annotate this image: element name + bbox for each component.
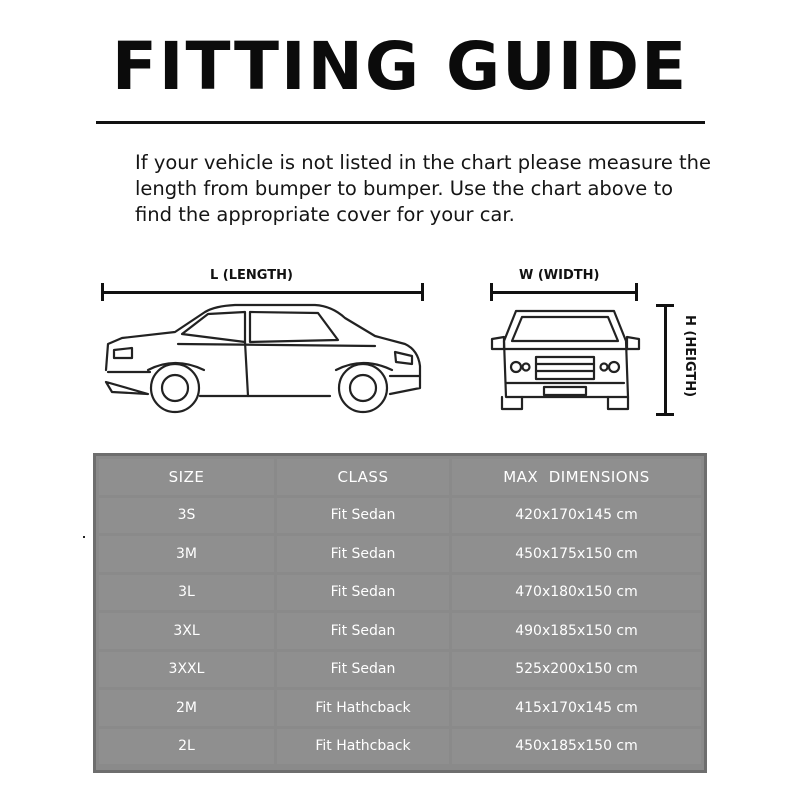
- table-row: [99, 498, 701, 534]
- cell-class: Fit Hathcback: [277, 729, 449, 765]
- length-label: L (LENGTH): [210, 268, 293, 283]
- table-row: [99, 536, 701, 572]
- cell-size: 3XXL: [99, 652, 274, 688]
- table-row: [99, 575, 701, 611]
- cell-dimensions: 450x175x150 cm: [452, 536, 701, 572]
- height-arrow: [664, 305, 667, 415]
- width-label: W (WIDTH): [519, 268, 600, 283]
- header-size: SIZE: [99, 459, 274, 495]
- size-table: [93, 453, 707, 773]
- title-divider: [96, 121, 705, 124]
- table-header-row: [99, 459, 701, 495]
- intro-text: If your vehicle is not listed in the chart please measure the length from bumper to bumper. Use the chart above to find the appropriate cover for your car.: [135, 151, 712, 226]
- cell-size: 2L: [99, 729, 274, 765]
- cell-class: Fit Sedan: [277, 536, 449, 572]
- cell-size: 2M: [99, 690, 274, 726]
- length-arrow-cap-right: [421, 283, 424, 301]
- length-arrow: [103, 291, 423, 294]
- cell-class: Fit Sedan: [277, 652, 449, 688]
- table-row: [99, 613, 701, 649]
- cell-size: 3S: [99, 498, 274, 534]
- page-title: FITTING GUIDE: [111, 28, 689, 105]
- width-arrow-cap-right: [635, 283, 638, 301]
- cell-class: Fit Sedan: [277, 613, 449, 649]
- car-side-view-icon: [100, 300, 425, 420]
- table-row: [99, 729, 701, 765]
- table-row: [99, 652, 701, 688]
- cell-dimensions: 470x180x150 cm: [452, 575, 701, 611]
- cell-size: 3L: [99, 575, 274, 611]
- header-max-dimensions: MAX DIMENSIONS: [452, 459, 701, 495]
- cell-class: Fit Sedan: [277, 498, 449, 534]
- height-arrow-cap-bottom: [656, 413, 674, 416]
- stray-dot: [83, 536, 85, 538]
- height-arrow-cap-top: [656, 304, 674, 307]
- cell-dimensions: 420x170x145 cm: [452, 498, 701, 534]
- cell-size: 3M: [99, 536, 274, 572]
- cell-dimensions: 415x170x145 cm: [452, 690, 701, 726]
- cell-class: Fit Hathcback: [277, 690, 449, 726]
- header-class: CLASS: [277, 459, 449, 495]
- height-label: H (HEIGTH): [682, 315, 697, 398]
- length-arrow-cap-left: [101, 283, 104, 301]
- car-front-view-icon: [488, 305, 643, 417]
- cell-dimensions: 525x200x150 cm: [452, 652, 701, 688]
- cell-dimensions: 490x185x150 cm: [452, 613, 701, 649]
- cell-dimensions: 450x185x150 cm: [452, 729, 701, 765]
- cell-class: Fit Sedan: [277, 575, 449, 611]
- cell-size: 3XL: [99, 613, 274, 649]
- width-arrow: [491, 291, 637, 294]
- table-row: [99, 690, 701, 726]
- width-arrow-cap-left: [490, 283, 493, 301]
